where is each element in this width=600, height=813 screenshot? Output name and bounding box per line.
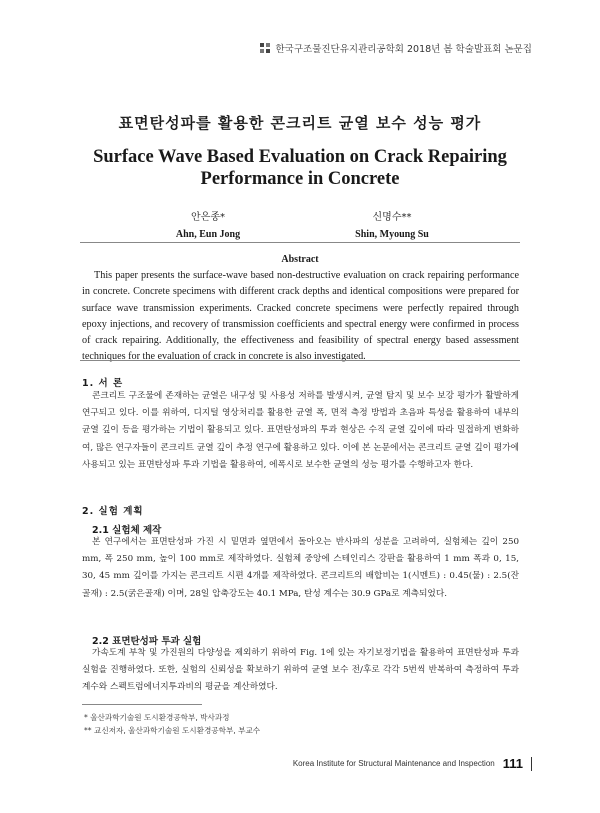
author-1-name-ko: 안은종* <box>191 212 225 223</box>
divider-bottom <box>80 360 520 361</box>
section-1-paragraph: 콘크리트 구조물에 존재하는 균열은 내구성 및 사용성 저하를 발생시켜, 균열 탐지 및 보수 보강 평가가 활발하게 연구되고 있다. 이를 위하여, 디지털 영상처리를 활용한 균열 폭, 면적 측정 방법과 초음파 특성을 활용하여 내부의 균열 깊이 등을 평가하는 기법이 활용되고 있다. 표면탄성파의 투과 현상은 수직 균열 깊이에 따라 밀접하게 변화하여, 많은 연구자들이 콘크리트 균열 깊이 추정 연구에 활용하고 있다. 이에 본 논문에서는 콘크리트 균열 깊이 평가에 사용되고 있는 표면탄성파 투과 기법을 활용하여, 에폭시로 보수한 균열의 성능 평가를 수행하고자 한다. <box>82 391 519 470</box>
author-1 <box>128 208 288 240</box>
footnote-2: ** 교신저자, 울산과학기술원 도시환경공학부, 부교수 <box>84 726 261 735</box>
author-1-name-en: Ahn, Eun Jong <box>175 229 241 240</box>
author-2 <box>312 208 472 240</box>
society-logo-icon <box>259 42 271 54</box>
section-1-heading: 1. 서 론 <box>82 378 124 389</box>
page-footer <box>293 756 532 771</box>
section-2-2-heading: 2.2 표면탄성파 투과 실험 <box>92 636 202 647</box>
footer-institute: Korea Institute for Structural Maintenance and Inspection <box>292 759 495 768</box>
divider-top <box>80 242 520 243</box>
section-2-2-paragraph: 가속도계 부착 및 가진원의 다양성을 제외하기 위하여 Fig. 1에 있는 자기보정기법을 활용하여 표면탄성파 투과 실험을 진행하였다. 또한, 실험의 신뢰성을 확보하기 위하여 균열 보수 전/후로 각각 5번씩 반복하여 측정하여 투과계수와 스펙트럼에너지투과비의 평균을 계산하였다. <box>82 648 519 693</box>
page-number: 111 <box>502 756 523 771</box>
footer-divider <box>531 757 532 771</box>
author-2-name-en: Shin, Myoung Su <box>355 229 429 240</box>
section-2-1-paragraph: 본 연구에서는 표면탄성파 가진 시 밑면과 옆면에서 돌아오는 반사파의 성분을 고려하여, 실험체는 깊이 250 mm, 폭 250 mm, 높이 100 mm로 제작하였다. 실험체 중앙에 스테인리스 강판을 활용하여 1 mm 폭과 0, 15, 30, 45 mm 깊이를 가지는 콘크리트 시편 4개를 제작하였다. 콘크리트의 배합비는 1(시멘트) : 0.45(물) : 2.5(잔골재) : 2.5(굵은골재) 이며, 28일 압축강도는 40.1 MPa, 탄성 계수는 30.9 GPa로 계측되었다. <box>82 537 519 599</box>
title-english: Surface Wave Based Evaluation on Crack Repairing Performance in Concrete <box>93 147 507 189</box>
running-head <box>259 41 532 55</box>
title-korean: 표면탄성파를 활용한 콘크리트 균열 보수 성능 평가 <box>118 114 482 132</box>
footnotes <box>84 711 260 737</box>
footnote-1: * 울산과학기술원 도시환경공학부, 박사과정 <box>84 713 230 722</box>
section-2-1-heading: 2.1 실험체 제작 <box>92 525 162 536</box>
abstract-heading: Abstract <box>281 254 319 265</box>
author-2-name-ko: 신명수** <box>372 212 412 223</box>
running-head-text: 한국구조물진단유지관리공학회 2018년 봄 학술발표회 논문집 <box>275 44 532 55</box>
section-2-heading: 2. 실험 계획 <box>82 506 144 517</box>
abstract-text: This paper presents the surface-wave based non-destructive evaluation on crack repairing performance in concrete. Concrete specimens with different crack depths and identical compositions were prepared for surface wave transmission experiments. Cracked concrete specimens were perfectly repaired through epoxy injections, and recovery of transmission coefficients and spectral energy were confirmed in process of crack repairing. Additionally, the effectiveness and feasibility of spectral energy based assessment techniques for the evaluation of crack in concrete is also investigated. <box>82 270 519 363</box>
footnote-rule <box>82 704 202 705</box>
